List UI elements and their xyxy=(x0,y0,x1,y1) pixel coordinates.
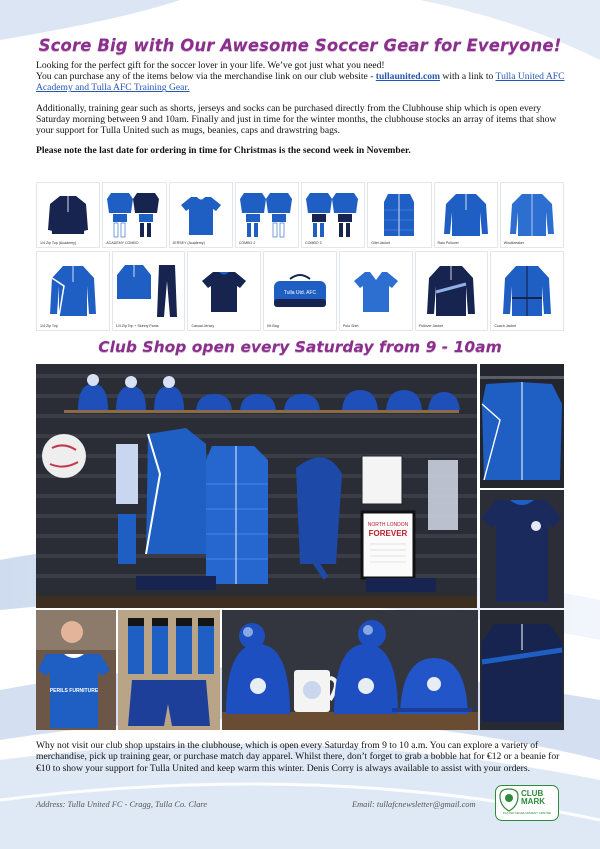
quarter-zip-top-icon xyxy=(50,262,96,320)
jacket-icon xyxy=(510,190,554,240)
hats-and-mug-photo xyxy=(222,610,478,730)
product-card[interactable] xyxy=(112,251,186,331)
jacket-icon xyxy=(503,262,551,320)
bag-print-text: Tulla Utd. AFC xyxy=(283,290,317,296)
product-card[interactable] xyxy=(301,182,365,248)
gilet-icon xyxy=(380,190,418,240)
jackets-rack-illustration xyxy=(480,364,564,488)
fai-crest-icon xyxy=(498,788,520,812)
newsletter-email: Email: tullafcnewsletter@gmail.com xyxy=(352,800,476,809)
club-shop-description: Why not visit our club shop upstairs in the clubhouse, which is open every Saturday from 9 to 10 a.m. You can explore a variety of merchandise, pick up training gear, or purchase match day apparel. Whilst there, don’t forget to grab a bobble hat for €12 or a beanie for €10 to show your support for Tulla United and keep warm this winter. Denis Corry is always available to assist with your orders. xyxy=(36,740,560,774)
kit-combo-icon xyxy=(240,189,294,241)
socks-shorts-illustration xyxy=(118,610,220,730)
christmas-deadline-note: Please note the last date for ordering in time for Christmas is the second week in November. xyxy=(36,145,411,157)
top-and-pants-icon xyxy=(117,261,181,321)
person-holding-jersey-illustration xyxy=(36,610,116,730)
product-card[interactable] xyxy=(367,182,431,248)
product-caption: Coach Jacket xyxy=(494,324,517,328)
pullover-icon xyxy=(444,190,488,240)
framed-sign-line-2: FOREVER xyxy=(368,529,408,538)
product-card[interactable] xyxy=(102,182,166,248)
product-caption: Casual Jersey xyxy=(191,324,215,328)
pullover-icon xyxy=(427,262,475,320)
product-card[interactable] xyxy=(187,251,261,331)
navy-jersey-photo xyxy=(480,490,564,608)
training-gear-paragraph: Additionally, training gear such as shorts, jerseys and socks can be purchased directly from the Clubhouse ship which is open every Saturday morning between 9 and 10am. Finally and just in time for the winter months, the clubhouse stocks an array of items that show your support for Tulla United such as mugs, beanies, caps and drawstring bags. xyxy=(36,102,557,137)
intro-paragraph xyxy=(36,60,566,94)
club-address: Address: Tulla United FC - Cragg, Tulla Co. Clare xyxy=(36,800,208,809)
product-caption: 1/4 Zip Top (Academy) xyxy=(40,241,77,245)
product-caption: Windbreaker xyxy=(503,241,525,245)
product-caption: 1/4 Zip Top + Skinny Pants xyxy=(115,324,159,328)
product-caption: Pullover Jacket xyxy=(418,324,443,328)
product-card[interactable] xyxy=(36,182,100,248)
product-caption: JERSEY (Academy) xyxy=(172,241,205,245)
club-shop-photo xyxy=(36,364,477,608)
product-caption: Rain Pullover xyxy=(437,241,459,245)
product-caption: COMBO 2 xyxy=(238,241,256,245)
product-caption: Gilet Jacket xyxy=(371,241,391,245)
product-card[interactable] xyxy=(263,251,337,331)
jackets-rack-photo xyxy=(480,364,564,488)
product-grid-row-2 xyxy=(36,251,564,331)
product-caption: ACADEMY COMBO xyxy=(106,241,139,245)
jersey-icon xyxy=(202,268,246,314)
navy-pullover-illustration xyxy=(480,610,564,730)
intro-line-2-start: You can purchase any of the items below via the merchandise link on our club website - xyxy=(36,71,376,83)
product-card[interactable] xyxy=(500,182,564,248)
product-card[interactable] xyxy=(434,182,498,248)
jersey-icon xyxy=(181,193,221,237)
badge-line-2: MARK xyxy=(521,797,545,806)
club-shop-heading: Club Shop open every Saturday from 9 - 10am xyxy=(98,338,502,356)
kit-combo-icon xyxy=(107,189,161,241)
product-caption: COMBO 3 xyxy=(305,241,322,245)
framed-sign-line-1: NORTH LONDON xyxy=(367,522,409,528)
product-card[interactable] xyxy=(36,251,110,331)
product-grid-row-1 xyxy=(36,182,564,248)
product-card[interactable] xyxy=(235,182,299,248)
shop-wall-illustration xyxy=(36,364,477,608)
badge-line-1: CLUB xyxy=(521,789,544,798)
product-caption: Polo Shirt xyxy=(342,324,359,328)
page-title: Score Big with Our Awesome Soccer Gear for Everyone! xyxy=(38,36,562,55)
intro-line-2-mid: with a link to xyxy=(440,71,496,83)
denis-corry-photo xyxy=(36,610,116,730)
kit-combo-icon xyxy=(306,189,360,241)
hats-mug-illustration xyxy=(222,610,478,730)
product-card[interactable] xyxy=(169,182,233,248)
shirt-sponsor-text: PERILS FURNITURE xyxy=(49,688,99,694)
intro-line-1: Looking for the perfect gift for the soccer lover in your life. We’ve got just what you need! xyxy=(36,60,385,71)
club-website-link[interactable]: tullaunited.com xyxy=(375,71,441,83)
quarter-zip-top-icon xyxy=(48,190,88,240)
training-gear-link[interactable]: Tulla United AFC Academy and Tulla AFC Training Gear. xyxy=(36,71,565,94)
kit-bag-icon xyxy=(272,273,328,309)
product-card[interactable] xyxy=(415,251,489,331)
product-card[interactable] xyxy=(339,251,413,331)
navy-jersey-illustration xyxy=(480,490,564,608)
product-caption: 1/4 Zip Top xyxy=(40,324,58,328)
polo-icon xyxy=(354,268,398,314)
navy-pullover-photo xyxy=(480,610,564,730)
product-card[interactable] xyxy=(490,251,564,331)
club-mark-badge xyxy=(495,785,559,821)
intro-text xyxy=(36,60,566,165)
socks-and-shorts-photo xyxy=(118,610,220,730)
product-caption: Kit Bag xyxy=(267,324,279,328)
badge-small-text: PLAYER DEVELOPMENT CENTRE xyxy=(502,811,552,815)
